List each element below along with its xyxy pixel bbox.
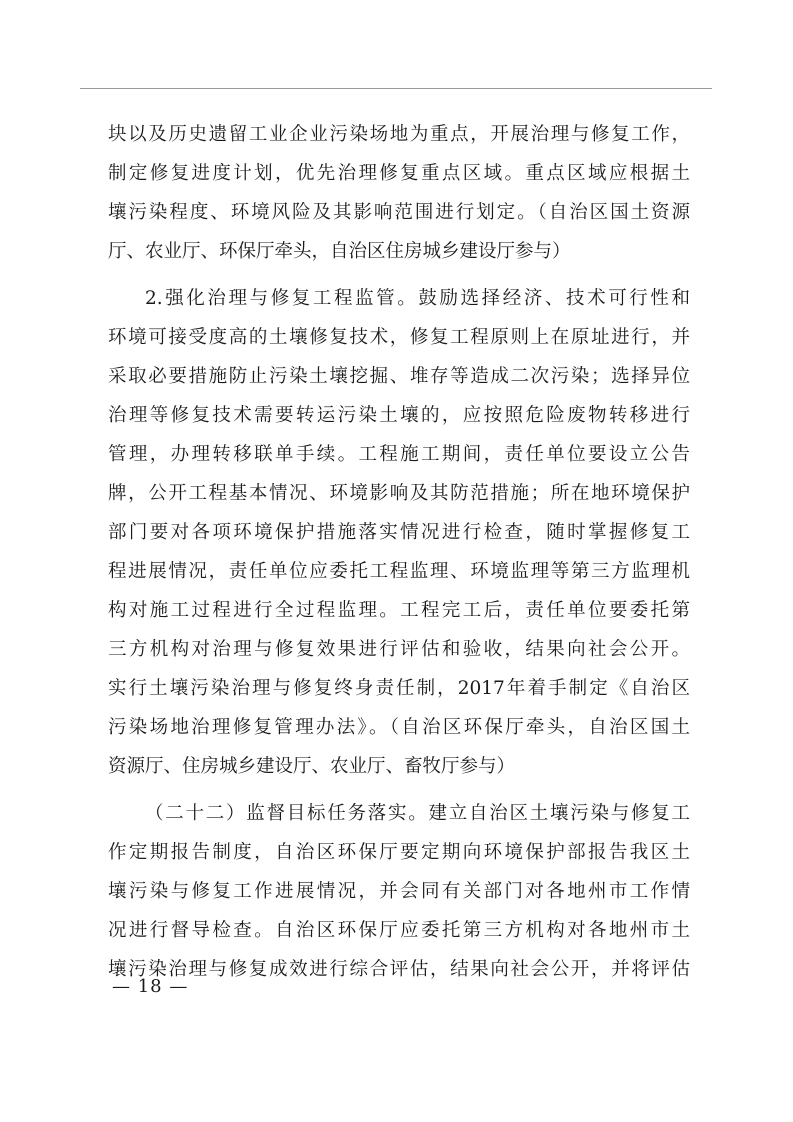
text-line: 牌，公开工程基本情况、环境影响及其防范措施；所在地环境保护: [108, 483, 690, 504]
text-line: 实行土壤污染治理与修复终身责任制，2017年着手制定《自治区: [108, 678, 690, 699]
text-line: 块以及历史遗留工业企业污染场地为重点，开展治理与修复工作，: [108, 124, 690, 145]
text-line: 况进行督导检查。自治区环保厅应委托第三方机构对各地州市土: [108, 920, 690, 941]
document-body: [108, 115, 690, 989]
paragraph-1: [108, 115, 690, 271]
text-line: 资源厅、住房城乡建设厅、农业厅、畜牧厅参与）: [108, 756, 516, 777]
text-line: 管理，办理转移联单手续。工程施工期间，责任单位要设立公告: [108, 444, 690, 465]
text-line: 部门要对各项环境保护措施落实情况进行检查，随时掌握修复工: [108, 522, 690, 543]
text-line: 采取必要措施防止污染土壤挖掘、堆存等造成二次污染；选择异位: [108, 366, 690, 387]
paragraph-3: [108, 794, 690, 989]
text-line: 壤污染程度、环境风险及其影响范围进行划定。（自治区国土资源: [108, 202, 690, 223]
header-rule: [80, 88, 712, 89]
page-number: — 18 —: [112, 976, 189, 997]
text-line: 作定期报告制度，自治区环保厅要定期向环境保护部报告我区土: [108, 842, 690, 863]
text-line: 三方机构对治理与修复效果进行评估和验收，结果向社会公开。: [108, 639, 690, 660]
text-line: 污染场地治理修复管理办法》。（自治区环保厅牵头，自治区国土: [108, 717, 690, 738]
text-line: （二十二）监督目标任务落实。建立自治区土壤污染与修复工: [145, 803, 690, 824]
text-line: 2.强化治理与修复工程监管。鼓励选择经济、技术可行性和: [145, 288, 690, 309]
text-line: 程进展情况，责任单位应委托工程监理、环境监理等第三方监理机: [108, 561, 690, 582]
text-line: 壤污染与修复工作进展情况，并会同有关部门对各地州市工作情: [108, 881, 690, 902]
text-line: 制定修复进度计划，优先治理修复重点区域。重点区域应根据土: [108, 163, 690, 184]
text-line: 环境可接受度高的土壤修复技术，修复工程原则上在原址进行，并: [108, 327, 690, 348]
text-line: 治理等修复技术需要转运污染土壤的，应按照危险废物转移进行: [108, 405, 690, 426]
paragraph-2: [108, 279, 690, 786]
text-line: 壤污染治理与修复成效进行综合评估，结果向社会公开，并将评估: [108, 959, 690, 980]
text-line: 构对施工过程进行全过程监理。工程完工后，责任单位要委托第: [108, 600, 690, 621]
text-line: 厅、农业厅、环保厅牵头，自治区住房城乡建设厅参与）: [108, 241, 571, 262]
